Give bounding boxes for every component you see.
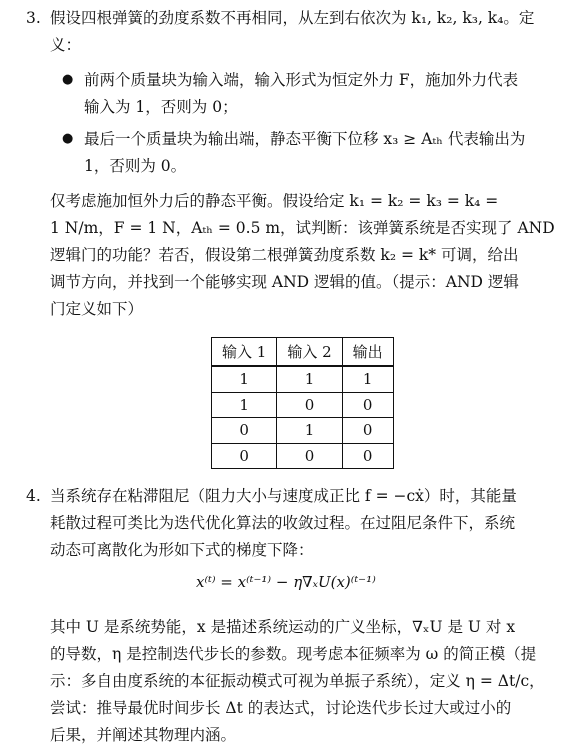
bullet-2-icon: ● (62, 131, 74, 146)
question-4-para-line-4: 尝试：推导最优时间步长 Δt 的表达式，讨论迭代步长过大或过小的 (50, 699, 512, 717)
question-4-para-line-1: 其中 U 是系统势能，x 是描述系统运动的广义坐标，∇ₓU 是 U 对 x (50, 618, 516, 636)
gradient-descent-equation: x⁽ᵗ⁾ = x⁽ᵗ⁻¹⁾ − η∇ₓU(x)⁽ᵗ⁻¹⁾ (196, 573, 376, 591)
question-3-line-1: 假设四根弹簧的劲度系数不再相同，从左到右依次为 k₁, k₂, k₃, k₄。定 (50, 9, 535, 27)
table-row (212, 418, 394, 444)
question-3-line-2: 义： (50, 36, 82, 54)
question-3-para-line-4: 调节方向，并找到一个能够实现 AND 逻辑的值。（提示：AND 逻辑 (50, 273, 519, 291)
table-header-row (212, 338, 394, 367)
table-header-input-2: 输入 2 (277, 338, 342, 367)
question-4-line-2: 耗散过程可类比为迭代优化算法的收敛过程。在过阻尼条件下，系统 (50, 514, 516, 532)
bullet-1-icon: ● (62, 72, 74, 87)
question-3-para-line-5: 门定义如下） (50, 300, 144, 318)
table-row (212, 366, 394, 392)
bullet-2-line-2: 1，否则为 0。 (84, 157, 187, 175)
table-row (212, 392, 394, 418)
table-cell: 0 (212, 443, 277, 469)
bullet-1-line-2: 输入为 1，否则为 0； (84, 98, 238, 116)
table-cell: 0 (277, 392, 342, 418)
table-cell: 1 (212, 366, 277, 392)
question-4-number: 4. (26, 487, 41, 505)
table-cell: 0 (342, 392, 393, 418)
question-4-para-line-3: 示：多自由度系统的本征振动模式可视为单振子系统），定义 η = Δt/c， (50, 672, 545, 690)
question-4-para-line-5: 后果，并阐述其物理内涵。 (50, 726, 237, 744)
table-header-input-1: 输入 1 (212, 338, 277, 367)
bullet-2-line-1: 最后一个质量块为输出端，静态平衡下位移 x₃ ≥ Aₜₕ 代表输出为 (84, 130, 526, 148)
question-3-para-line-2: 1 N/m，F = 1 N，Aₜₕ = 0.5 m，试判断：该弹簧系统是否实现了 AND (50, 219, 555, 237)
question-4-line-1: 当系统存在粘滞阻尼（阻力大小与速度成正比 f = −cẋ）时，其能量 (50, 487, 517, 505)
and-truth-table (211, 337, 394, 469)
table-cell: 0 (212, 418, 277, 444)
table-cell: 1 (342, 366, 393, 392)
table-header-output: 输出 (342, 338, 393, 367)
question-4-line-3: 动态可离散化为形如下式的梯度下降： (50, 541, 314, 559)
table-cell: 0 (342, 418, 393, 444)
question-3-para-line-1: 仅考虑施加恒外力后的静态平衡。假设给定 k₁ = k₂ = k₃ = k₄ = (50, 192, 499, 210)
table-cell: 0 (277, 443, 342, 469)
question-3-para-line-3: 逻辑门的功能？若否，假设第二根弹簧劲度系数 k₂ = k* 可调，给出 (50, 246, 519, 264)
question-3-number: 3. (26, 9, 41, 27)
table-cell: 1 (277, 418, 342, 444)
question-4-para-line-2: 的导数，η 是控制迭代步长的参数。现考虑本征频率为 ω 的简正模（提 (50, 645, 537, 663)
bullet-1-line-1: 前两个质量块为输入端，输入形式为恒定外力 F，施加外力代表 (84, 71, 519, 89)
table-cell: 1 (277, 366, 342, 392)
table-cell: 1 (212, 392, 277, 418)
table-row (212, 443, 394, 469)
table-cell: 0 (342, 443, 393, 469)
